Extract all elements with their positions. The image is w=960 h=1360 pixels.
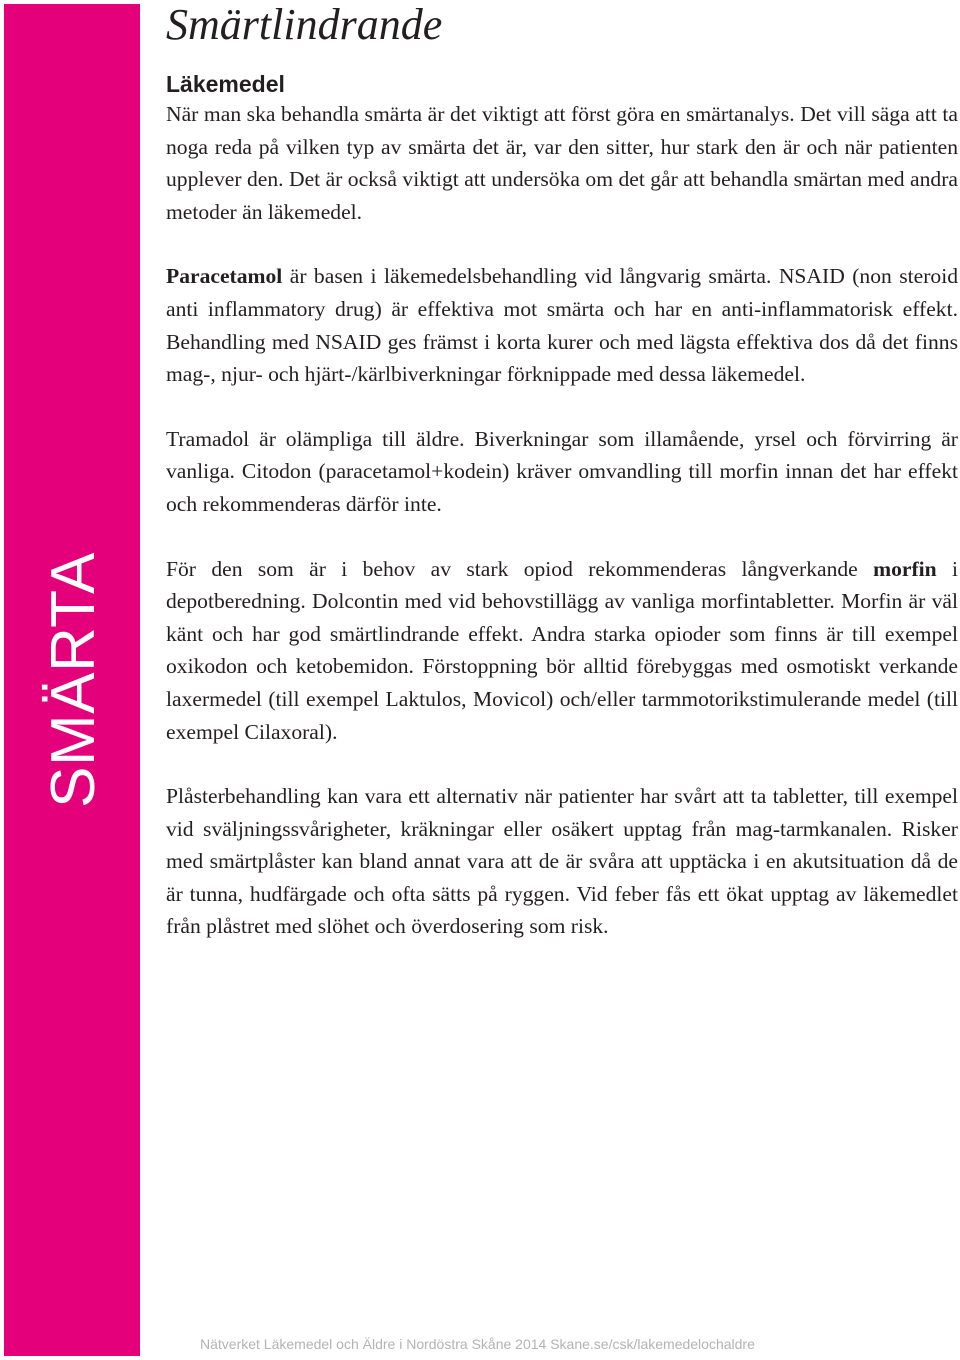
section-heading: Läkemedel: [166, 71, 285, 97]
paracetamol-term: Paracetamol: [166, 264, 283, 289]
sidebar-band: [4, 4, 140, 1356]
sidebar-vertical-label: SMÄRTA: [39, 552, 108, 808]
paragraph-paracetamol: [166, 260, 958, 390]
morfin-term: morfin: [873, 556, 937, 581]
paragraph-paracetamol-text: är basen i läkemedelsbehandling vid långvarig smärta. NSAID (non steroid anti inflammatory drug) är effektiva mot smärta och har en anti-inflammatorisk effekt. Behandling med NSAID ges främst i korta kurer och med lägsta effektiva dos då det finns mag-, njur- och hjärt-/kärlbiverkningar förknippade med dessa läkemedel.: [166, 264, 958, 387]
paragraph-morfin: [166, 553, 958, 749]
paragraph-tramadol: Tramadol är olämpliga till äldre. Biverkningar som illamående, yrsel och förvirring är vanliga. Citodon (paracetamol+kodein) kräver omvandling till morfin innan det har effekt och rekommenderas därför inte.: [166, 426, 958, 516]
page-title: Smärtlindrande: [166, 0, 443, 49]
paragraph-intro: När man ska behandla smärta är det viktigt att först göra en smärtanalys. Det vill säga att ta noga reda på vilken typ av smärta det är, var den sitter, hur stark den är och när patienten upplever den. Det är också viktigt att undersöka om det går att behandla smärtan med andra metoder än läkemedel.: [166, 102, 958, 224]
paragraph-plaster: Plåsterbehandling kan vara ett alternativ när patienter har svårt att ta tabletter, till exempel vid sväljningssvårigheter, kräkningar eller osäkert upptag från mag-tarmkanalen. Risker med smärtplåster kan bland annat vara att de är svåra att upptäcka i en akutsituation då de är tunna, hudfärgade och ofta sätts på ryggen. Vid feber fås ett ökat upptag av läkemedlet från plåstret med slöhet och överdosering som risk.: [166, 784, 958, 939]
paragraph-morfin-text: i depotberedning. Dolcontin med vid behovstillägg av vanliga morfintabletter. Morfin är väl känt och har god smärtlindrande effekt. Andra starka opioder som finns är till exempel oxikodon och ketobemidon. Förstoppning bör alltid förebyggas med osmotiskt verkande laxermedel (till exempel Laktulos, Movicol) och/eller tarmmotorikstimulerande medel (till exempel Cilaxoral).: [166, 556, 958, 744]
page-footer: Nätverket Läkemedel och Äldre i Nordöstra Skåne 2014 Skane.se/csk/lakemedelochaldre: [200, 1336, 755, 1352]
main-content: [166, 0, 958, 975]
paragraph-morfin-lead: För den som är i behov av stark opiod rekommenderas långverkande: [166, 556, 874, 581]
